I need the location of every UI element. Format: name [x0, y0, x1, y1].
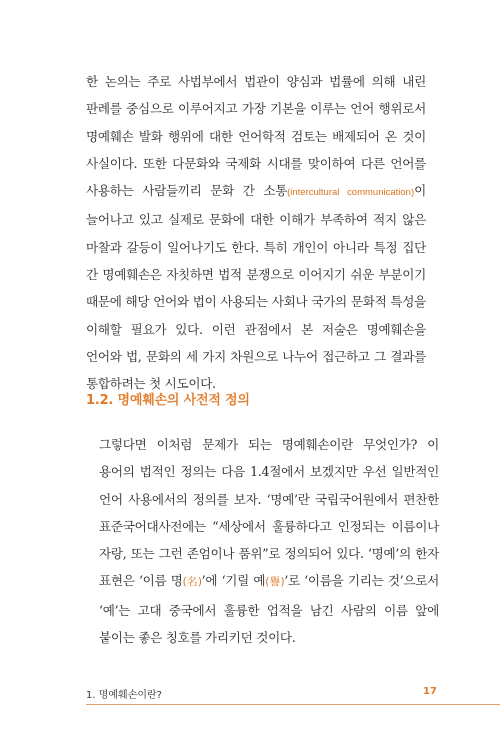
paragraph-2-text-b: ’에 ‘기릴 예: [201, 573, 266, 589]
hanja-annotation-praise: (譽): [265, 576, 285, 589]
english-gloss: (intercultural communication): [287, 187, 415, 199]
section-heading: 1.2. 명예훼손의 사전적 정의: [86, 393, 250, 408]
running-footer-chapter: 1. 명예훼손이란?: [86, 690, 162, 701]
paragraph-2-text-a: 그렇다면 이처럼 문제가 되는 명예훼손이란 무엇인가? 이 용어의 법적인 정의는 다음 1.4절에서 보겠지만 우선 일반적인 언어 사용에서의 정의를 보자. ‘명예’란 국립국어원에서 편찬한 표준국어대사전에는 “세상에서 훌륭하다고 인정되는 이름이나 자랑, 또는 그런 존엄이나 품위”로 정의되어 있다. ‘명예’의 한자 표현은 ‘이름 명: [99, 437, 439, 589]
page-number: 17: [423, 686, 437, 697]
footer-divider: [86, 704, 500, 705]
body-paragraph-1: [86, 68, 426, 398]
paragraph-2-text-c: ’로 ‘이름을 기리는 것’으로서 ‘예’는 고대 중국에서 훌륭한 업적을 남긴 사람의 이름 앞에 붙이는 좋은 칭호를 가리키던 것이다.: [99, 573, 439, 646]
paragraph-1-text-b: 이 늘어나고 있고 실제로 문화에 대한 이해가 부족하여 적지 않은 마찰과 갈등이 일어나기도 한다. 특히 개인이 아니라 특정 집단 간 명예훼손은 자칫하면 법적 분쟁으로 이어지기 쉬운 부분이기 때문에 해당 언어와 법이 사용되는 사회나 국가의 문화적 특성을 이해할 필요가 있다. 이런 관점에서 본 저술은 명예훼손을 언어와 법, 문화의 세 가지 차원으로 나누어 접근하고 그 결과를 통합하려는 첫 시도이다.: [86, 183, 426, 392]
hanja-annotation-name: (名): [182, 576, 202, 589]
paragraph-1-text-a: 한 논의는 주로 사법부에서 법관이 양심과 법률에 의해 내린 판례를 중심으로 이루어지고 가장 기본을 이루는 언어 행위로서 명예훼손 발화 행위에 대한 언어학적 검토는 배제되어 온 것이 사실이다. 또한 다문화와 국제화 시대를 맞이하여 다른 언어를 사용하는 사람들끼리 문화 간 소통: [86, 74, 426, 199]
body-paragraph-2: [86, 431, 439, 651]
